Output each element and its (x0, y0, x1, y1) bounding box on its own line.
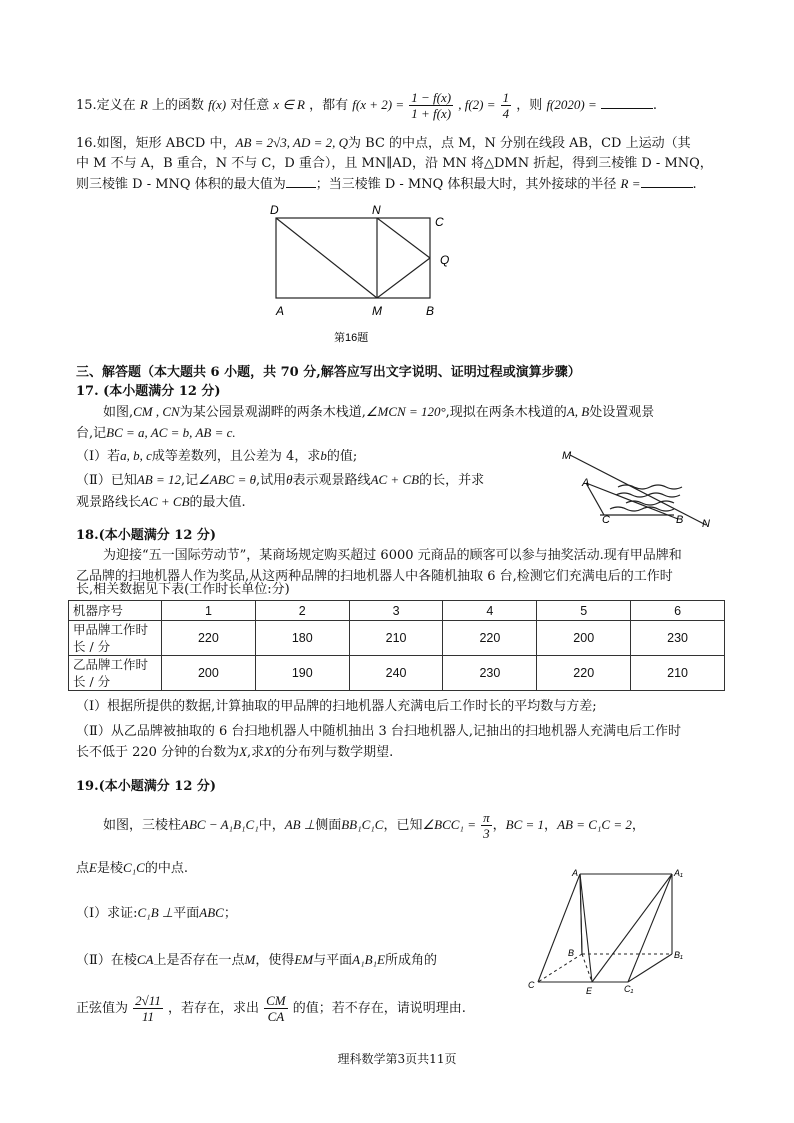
table-row: 乙品牌工作时长 / 分 200 190 240 230 220 210 (69, 656, 725, 691)
q18-data-table (68, 600, 725, 691)
q16-blank-radius[interactable] (641, 187, 693, 188)
q19-p1: 如图，三棱柱ABC − A₁B₁C₁中，AB ⊥侧面BB₁C₁C，已知∠BCC₁ = $\frac{\pi}{3}$ ，BC = 1，AB = C₁C = 2， (103, 810, 645, 841)
q18-p1: 为迎接“五一国际劳动节”，某商场规定购买超过 6000 元商品的顾客可以参与抽奖活动.现有甲品牌和 (103, 548, 682, 563)
label-Q: Q (440, 253, 450, 267)
label-N: N (702, 518, 710, 530)
q17-part2: （Ⅱ）已知AB = 12,记∠ABC = θ,试用θ表示观景路线AC + CB的长，并求 (76, 472, 485, 488)
q19-title: 19.(本小题满分 12 分) (76, 779, 217, 794)
label-B: B (676, 514, 684, 526)
q19-p2: 点E是棱C₁C的中点. (76, 860, 188, 876)
pi-over-3: $\frac{\pi}{3}$ (483, 810, 490, 841)
label-B: B (426, 304, 435, 318)
q15-fraction: $\frac{1 - f(x)}{1 + f(x)}$ (411, 90, 452, 121)
ratio-cm-ca: $\frac{CM}{CA}$ (266, 993, 286, 1024)
label-M: M (562, 450, 572, 462)
q18-part1: （Ⅰ）根据所提供的数据,计算抽取的甲品牌的扫地机器人充满电后工作时长的平均数与方差; (76, 699, 597, 714)
q18-part2-cont: 长不低于 220 分钟的台数为X,求X的分布列与数学期望. (76, 744, 394, 760)
label-A: A (276, 304, 285, 318)
q18-p2: 乙品牌的扫地机器人作为奖品,从这两种品牌的扫地机器人中各随机抽取 6 台,检测它们充满电后的工作时 (76, 569, 673, 584)
q16-line1: 16.如图，矩形 ABCD 中，AB = 2√3, AD = 2, Q为 BC 的中点，点 M，N 分别在线段 AB，CD 上运动（其 (76, 135, 691, 151)
label-A1: A₁ (674, 868, 683, 878)
q16-blank-volume[interactable] (286, 187, 316, 188)
label-D: D (270, 203, 279, 217)
q17-part1: （Ⅰ）若a, b, c成等差数列，且公差为 4，求b的值; (76, 448, 358, 464)
table-header-row: 机器序号 1 2 3 4 5 6 (69, 601, 725, 621)
q17-p2: 台,记BC = a, AC = b, AB = c. (76, 425, 236, 441)
q16-rectangle-figure (262, 200, 462, 350)
label-C1: C₁ (624, 984, 634, 994)
q18-part2: （Ⅱ）从乙品牌被抽取的 6 台扫地机器人中随机抽出 3 台扫地机器人,记抽出的扫地机器人充满电后工作时 (76, 724, 682, 739)
label-N: N (372, 203, 381, 217)
label-E: E (586, 986, 593, 996)
label-M: M (372, 304, 382, 318)
q19-part1: （Ⅰ）求证:C₁B ⊥平面ABC； (76, 905, 237, 921)
q18-p3: 长,相关数据见下表(工作时长单位:分) (76, 582, 290, 597)
label-A: A (582, 477, 590, 489)
q19-part2-cont: 正弦值为 $\frac{2√11}{11}$ ，若存在，求出 $\frac{CM}{CA}$ 的值；若不存在，请说明理由. (76, 993, 466, 1024)
table-row: 甲品牌工作时长 / 分 220 180 210 220 200 230 (69, 621, 725, 656)
label-C: C (528, 980, 535, 990)
label-B: B (568, 948, 575, 958)
q15-line: 15.定义在 R 上的函数 f(x) 对任意 x ∈ R ，都有 f(x + 2) = $\frac{1 - f(x)}{1 + f(x)}$ , f(2) = $\frac{1}{4}$ ，则 f(2020) = . (76, 90, 658, 121)
q17-lake-figure (556, 445, 726, 535)
q17-part2-cont: 观景路线长AC + CB的最大值. (76, 494, 246, 510)
label-A: A (572, 868, 579, 878)
sine-value: $\frac{2√11}{11}$ (135, 993, 161, 1024)
q17-p1: 如图,CM , CN为某公园景观湖畔的两条木栈道,∠MCN = 120°,现拟在两条木栈道的A, B处设置观景 (103, 404, 655, 420)
label-C: C (435, 215, 444, 229)
q15-answer-blank[interactable] (601, 108, 653, 109)
page-footer: 理科数学第3页共11页 (337, 1052, 457, 1066)
q19-part2: （Ⅱ）在棱CA上是否存在一点M，使得EM与平面A₁B₁E所成角的 (76, 952, 438, 968)
q16-line2: 中 M 不与 A，B 重合，N 不与 C，D 重合），且 MN∥AD，沿 MN 将△DMN 折起，得到三棱锥 D - MNQ， (76, 156, 713, 171)
figure-caption: 第16题 (334, 332, 369, 344)
q17-title: 17. (本小题满分 12 分) (76, 384, 221, 399)
q18-title: 18.(本小题满分 12 分) (76, 528, 217, 543)
label-C: C (602, 514, 610, 526)
q19-prism-figure (522, 864, 702, 999)
q15-quarter: $\frac{1}{4}$ (502, 90, 510, 121)
q16-line3: 则三棱锥 D - MNQ 体积的最大值为 ；当三棱锥 D - MNQ 体积最大时，其外接球的半径 R = . (76, 176, 697, 192)
label-B1: B₁ (674, 950, 683, 960)
section-heading: 三、解答题（本大题共 6 小题，共 70 分,解答应写出文字说明、证明过程或演算步骤） (76, 365, 581, 380)
